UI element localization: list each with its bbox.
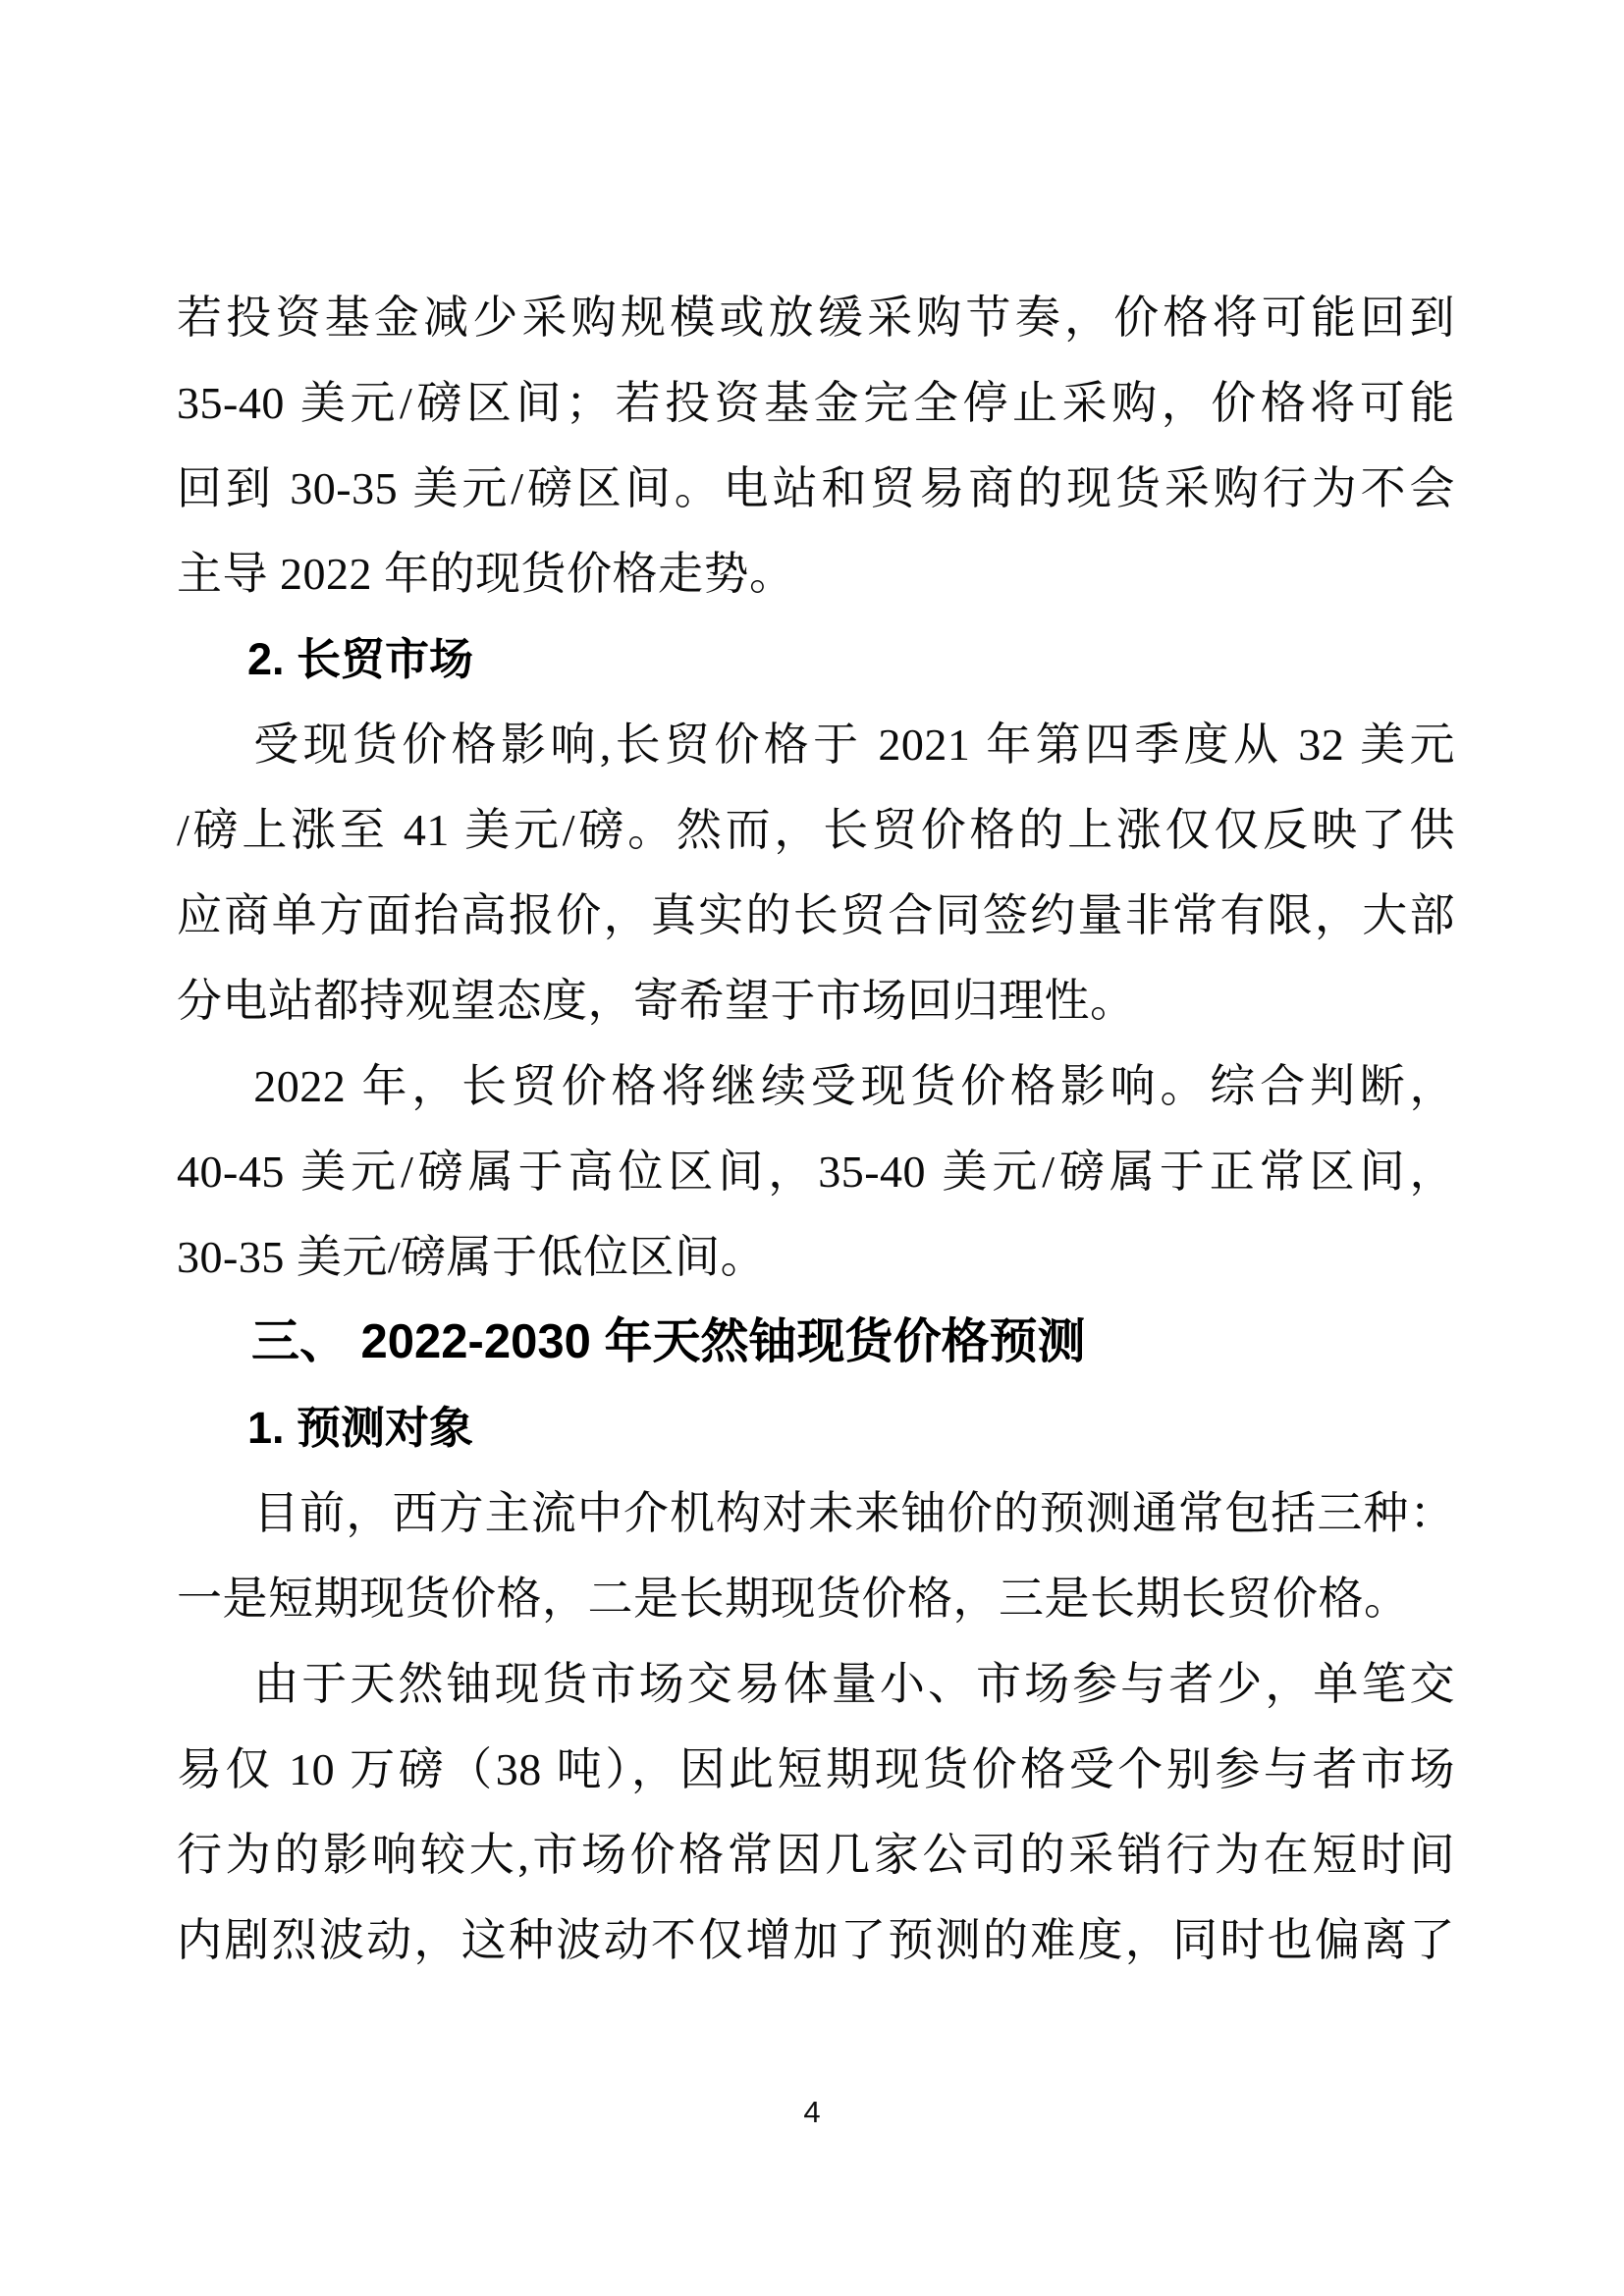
- text-line: 35-40 美元/磅区间；若投资基金完全停止采购，价格将可能: [177, 378, 1455, 428]
- paragraph: [177, 702, 1455, 1043]
- text-line: 2022 年，长贸价格将继续受现货价格影响。综合判断，: [253, 1061, 1455, 1111]
- text-line: /磅上涨至 41 美元/磅。然而，长贸价格的上涨仅仅反映了供: [177, 805, 1455, 855]
- text-line: 行为的影响较大,市场价格常因几家公司的采销行为在短时间: [177, 1830, 1455, 1880]
- text-line: 受现货价格影响,长贸价格于 2021 年第四季度从 32 美元: [253, 720, 1455, 770]
- text-line: 由于天然铀现货市场交易体量小、市场参与者少，单笔交: [253, 1659, 1455, 1709]
- page-number: 4: [803, 2095, 821, 2129]
- page-footer: [0, 2093, 1624, 2132]
- section-heading: 三、 2022-2030 年天然铀现货价格预测: [250, 1315, 1086, 1368]
- section-heading: 2. 长贸市场: [247, 634, 474, 684]
- text-line: 分电站都持观望态度，寄希望于市场回归理性。: [177, 976, 1136, 1026]
- text-line: 主导 2022 年的现货价格走势。: [177, 549, 795, 599]
- paragraph: [177, 1470, 1455, 1641]
- text-line: 30-35 美元/磅属于低位区间。: [177, 1232, 767, 1282]
- text-line: 内剧烈波动，这种波动不仅增加了预测的难度，同时也偏离了: [177, 1915, 1455, 1965]
- document-body: [177, 275, 1455, 1983]
- text-line: 一是短期现货价格，二是长期现货价格，三是长期长贸价格。: [177, 1574, 1410, 1624]
- text-line: 易仅 10 万磅（38 吨），因此短期现货价格受个别参与者市场: [177, 1744, 1455, 1794]
- text-line: 回到 30-35 美元/磅区间。电站和贸易商的现货采购行为不会: [177, 463, 1455, 513]
- text-line: 目前，西方主流中介机构对未来铀价的预测通常包括三种：: [253, 1488, 1455, 1538]
- section-heading: 1. 预测对象: [247, 1403, 474, 1453]
- paragraph: [177, 275, 1455, 616]
- text-line: 40-45 美元/磅属于高位区间，35-40 美元/磅属于正常区间，: [177, 1147, 1455, 1197]
- paragraph: [177, 1641, 1455, 1983]
- text-line: 若投资基金减少采购规模或放缓采购节奏，价格将可能回到: [177, 293, 1455, 343]
- paragraph: [177, 1043, 1455, 1300]
- text-line: 应商单方面抬高报价，真实的长贸合同签约量非常有限，大部: [177, 890, 1455, 940]
